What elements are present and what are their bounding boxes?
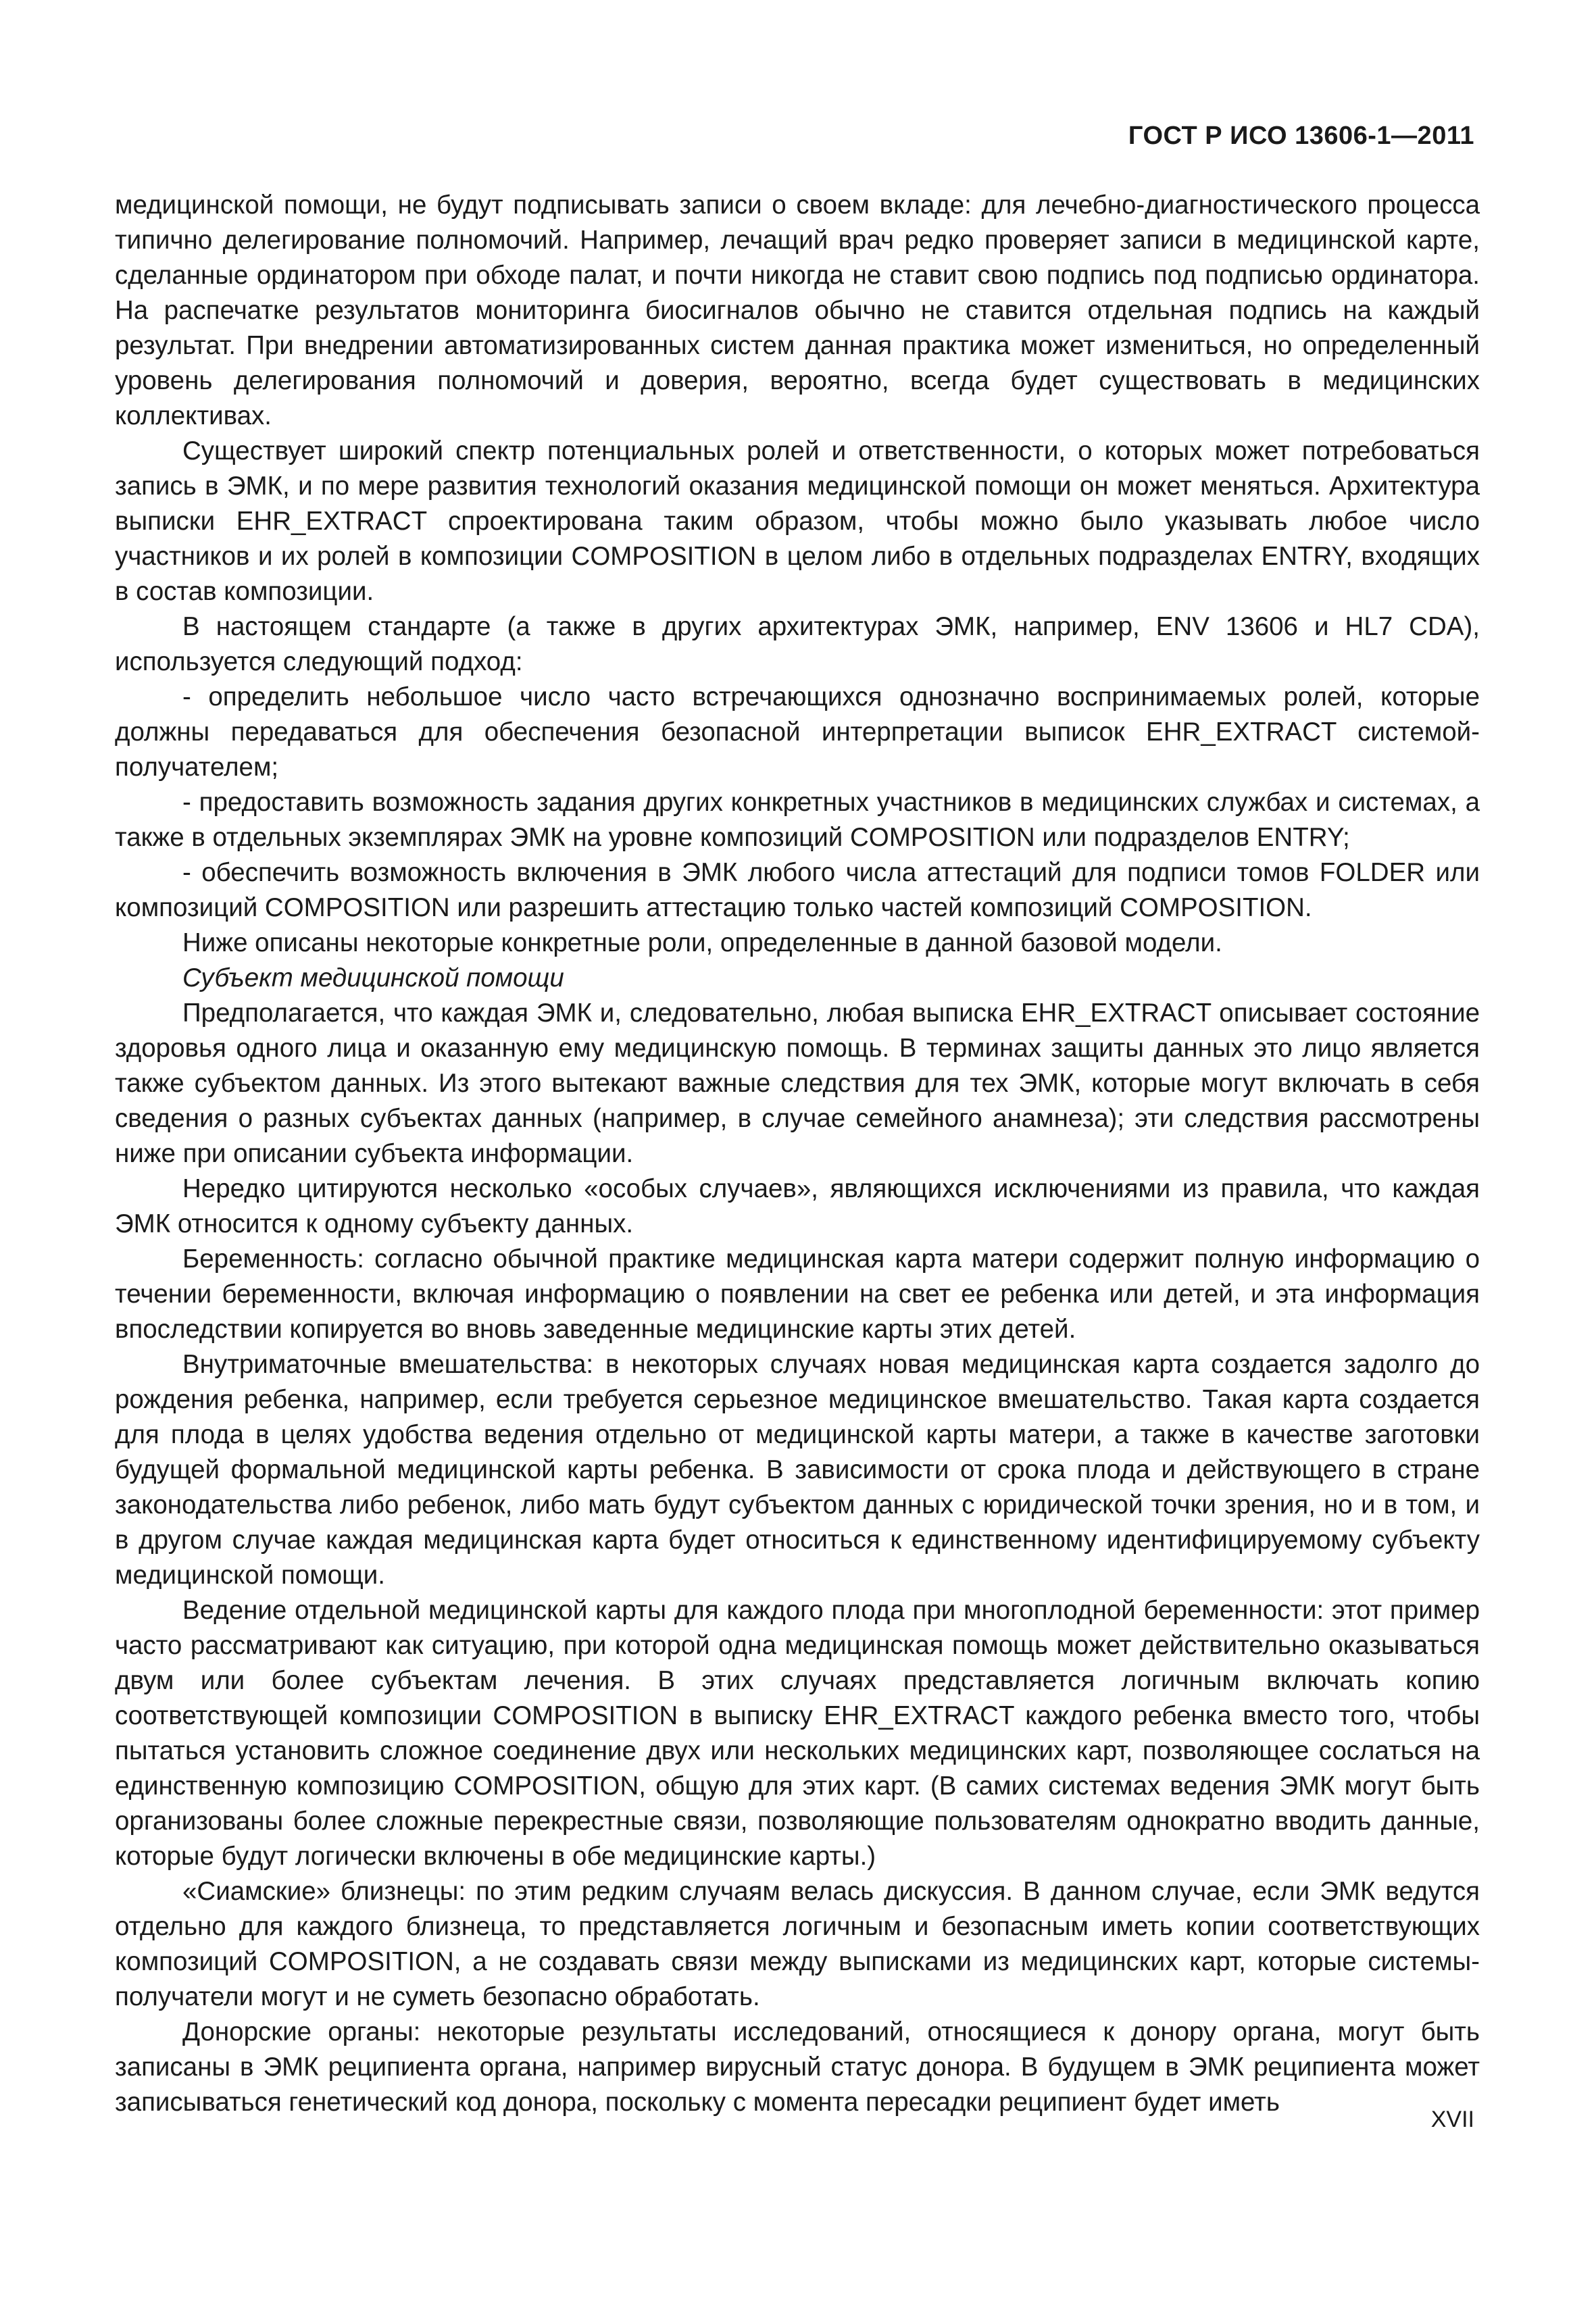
section-heading: Субъект медицинской помощи: [182, 963, 564, 992]
paragraph: «Сиамские» близнецы: по этим редким случаям велась дискуссия. В данном случае, если ЭМК ведутся отдельно для каждого близнеца, то представляется логичным и безопасным иметь копии соответствующих композиций COMPOSITION, а не создавать связи между выписками из медицинских карт, которые системы-получатели могут и не суметь безопасно обработать.: [115, 1877, 1480, 2011]
paragraph: Ниже описаны некоторые конкретные роли, определенные в данной базовой модели.: [182, 928, 1222, 957]
paragraph: Существует широкий спектр потенциальных ролей и ответственности, о которых может потребоваться запись в ЭМК, и по мере развития технологий оказания медицинской помощи он может меняться. Архитектура выписки EHR_EXTRACT спроектирована таким образом, чтобы можно было указывать любое число участников и их ролей в композиции COMPOSITION в целом либо в отдельных подразделах ENTRY, входящих в состав композиции.: [115, 436, 1480, 606]
paragraph: В настоящем стандарте (а также в других архитектурах ЭМК, например, ENV 13606 и HL7 CDA), используется следующий подход:: [115, 612, 1480, 676]
paragraph: - определить небольшое число часто встречающихся однозначно воспринимаемых ролей, которые должны передаваться для обеспечения безопасной интерпретации выписок EHR_EXTRACT системой-получателем;: [115, 682, 1480, 782]
body-text: [115, 188, 1480, 2120]
paragraph: Предполагается, что каждая ЭМК и, следовательно, любая выписка EHR_EXTRACT описывает состояние здоровья одного лица и оказанную ему медицинскую помощь. В терминах защиты данных это лицо является также субъектом данных. Из этого вытекают важные следствия для тех ЭМК, которые могут включать в себя сведения о разных субъектах данных (например, в случае семейного анамнеза); эти следствия рассмотрены ниже при описании субъекта информации.: [115, 999, 1480, 1168]
paragraph: Внутриматочные вмешательства: в некоторых случаях новая медицинская карта создается задолго до рождения ребенка, например, если требуется серьезное медицинское вмешательство. Такая карта создается для плода в целях удобства ведения отдельно от медицинской карты матери, а также в качестве заготовки будущей формальной медицинской карты ребенка. В зависимости от срока плода и действующего в стране законодательства либо ребенок, либо мать будут субъектом данных с юридической точки зрения, но и в том, и в другом случае каждая медицинская карта будет относиться к единственному идентифицируемому субъекту медицинской помощи.: [115, 1350, 1480, 1590]
document-number-header: ГОСТ Р ИСО 13606-1—2011: [1128, 122, 1474, 150]
paragraph: Беременность: согласно обычной практике медицинская карта матери содержит полную информацию о течении беременности, включая информацию о появлении на свет ее ребенка или детей, и эта информация впоследствии копируется во вновь заведенные медицинские карты этих детей.: [115, 1244, 1480, 1344]
paragraph: Нередко цитируются несколько «особых случаев», являющихся исключениями из правила, что каждая ЭМК относится к одному субъекту данных.: [115, 1174, 1480, 1238]
paragraph: - предоставить возможность задания других конкретных участников в медицинских службах и системах, а также в отдельных экземплярах ЭМК на уровне композиций COMPOSITION или подразделов ENTRY;: [115, 788, 1480, 852]
paragraph: - обеспечить возможность включения в ЭМК любого числа аттестаций для подписи томов FOLDER или композиций COMPOSITION или разрешить аттестацию только частей композиций COMPOSITION.: [115, 858, 1480, 922]
paragraph: медицинской помощи, не будут подписывать записи о своем вкладе: для лечебно-диагностического процесса типично делегирование полномочий. Например, лечащий врач редко проверяет записи в медицинской карте, сделанные ординатором при обходе палат, и почти никогда не ставит свою подпись под подписью ординатора. На распечатке результатов мониторинга биосигналов обычно не ставится отдельная подпись на каждый результат. При внедрении автоматизированных систем данная практика может измениться, но определенный уровень делегирования полномочий и доверия, вероятно, всегда будет существовать в медицинских коллективах.: [115, 191, 1480, 430]
page-number: XVII: [1430, 2107, 1474, 2132]
paragraph: Донорские органы: некоторые результаты исследований, относящиеся к донору органа, могут быть записаны в ЭМК реципиента органа, например вирусный статус донора. В будущем в ЭМК реципиента может записываться генетический код донора, поскольку с момента пересадки реципиент будет иметь: [115, 2017, 1480, 2117]
paragraph: Ведение отдельной медицинской карты для каждого плода при многоплодной беременности: этот пример часто рассматривают как ситуацию, при которой одна медицинская помощь может действительно оказываться двум или более субъектам лечения. В этих случаях представляется логичным включать копию соответствующей композиции COMPOSITION в выписку EHR_EXTRACT каждого ребенка вместо того, чтобы пытаться установить сложное соединение двух или нескольких медицинских карт, позволяющее сослаться на единственную композицию COMPOSITION, общую для этих карт. (В самих системах ведения ЭМК могут быть организованы более сложные перекрестные связи, позволяющие пользователям однократно вводить данные, которые будут логически включены в обе медицинские карты.): [115, 1596, 1480, 1871]
